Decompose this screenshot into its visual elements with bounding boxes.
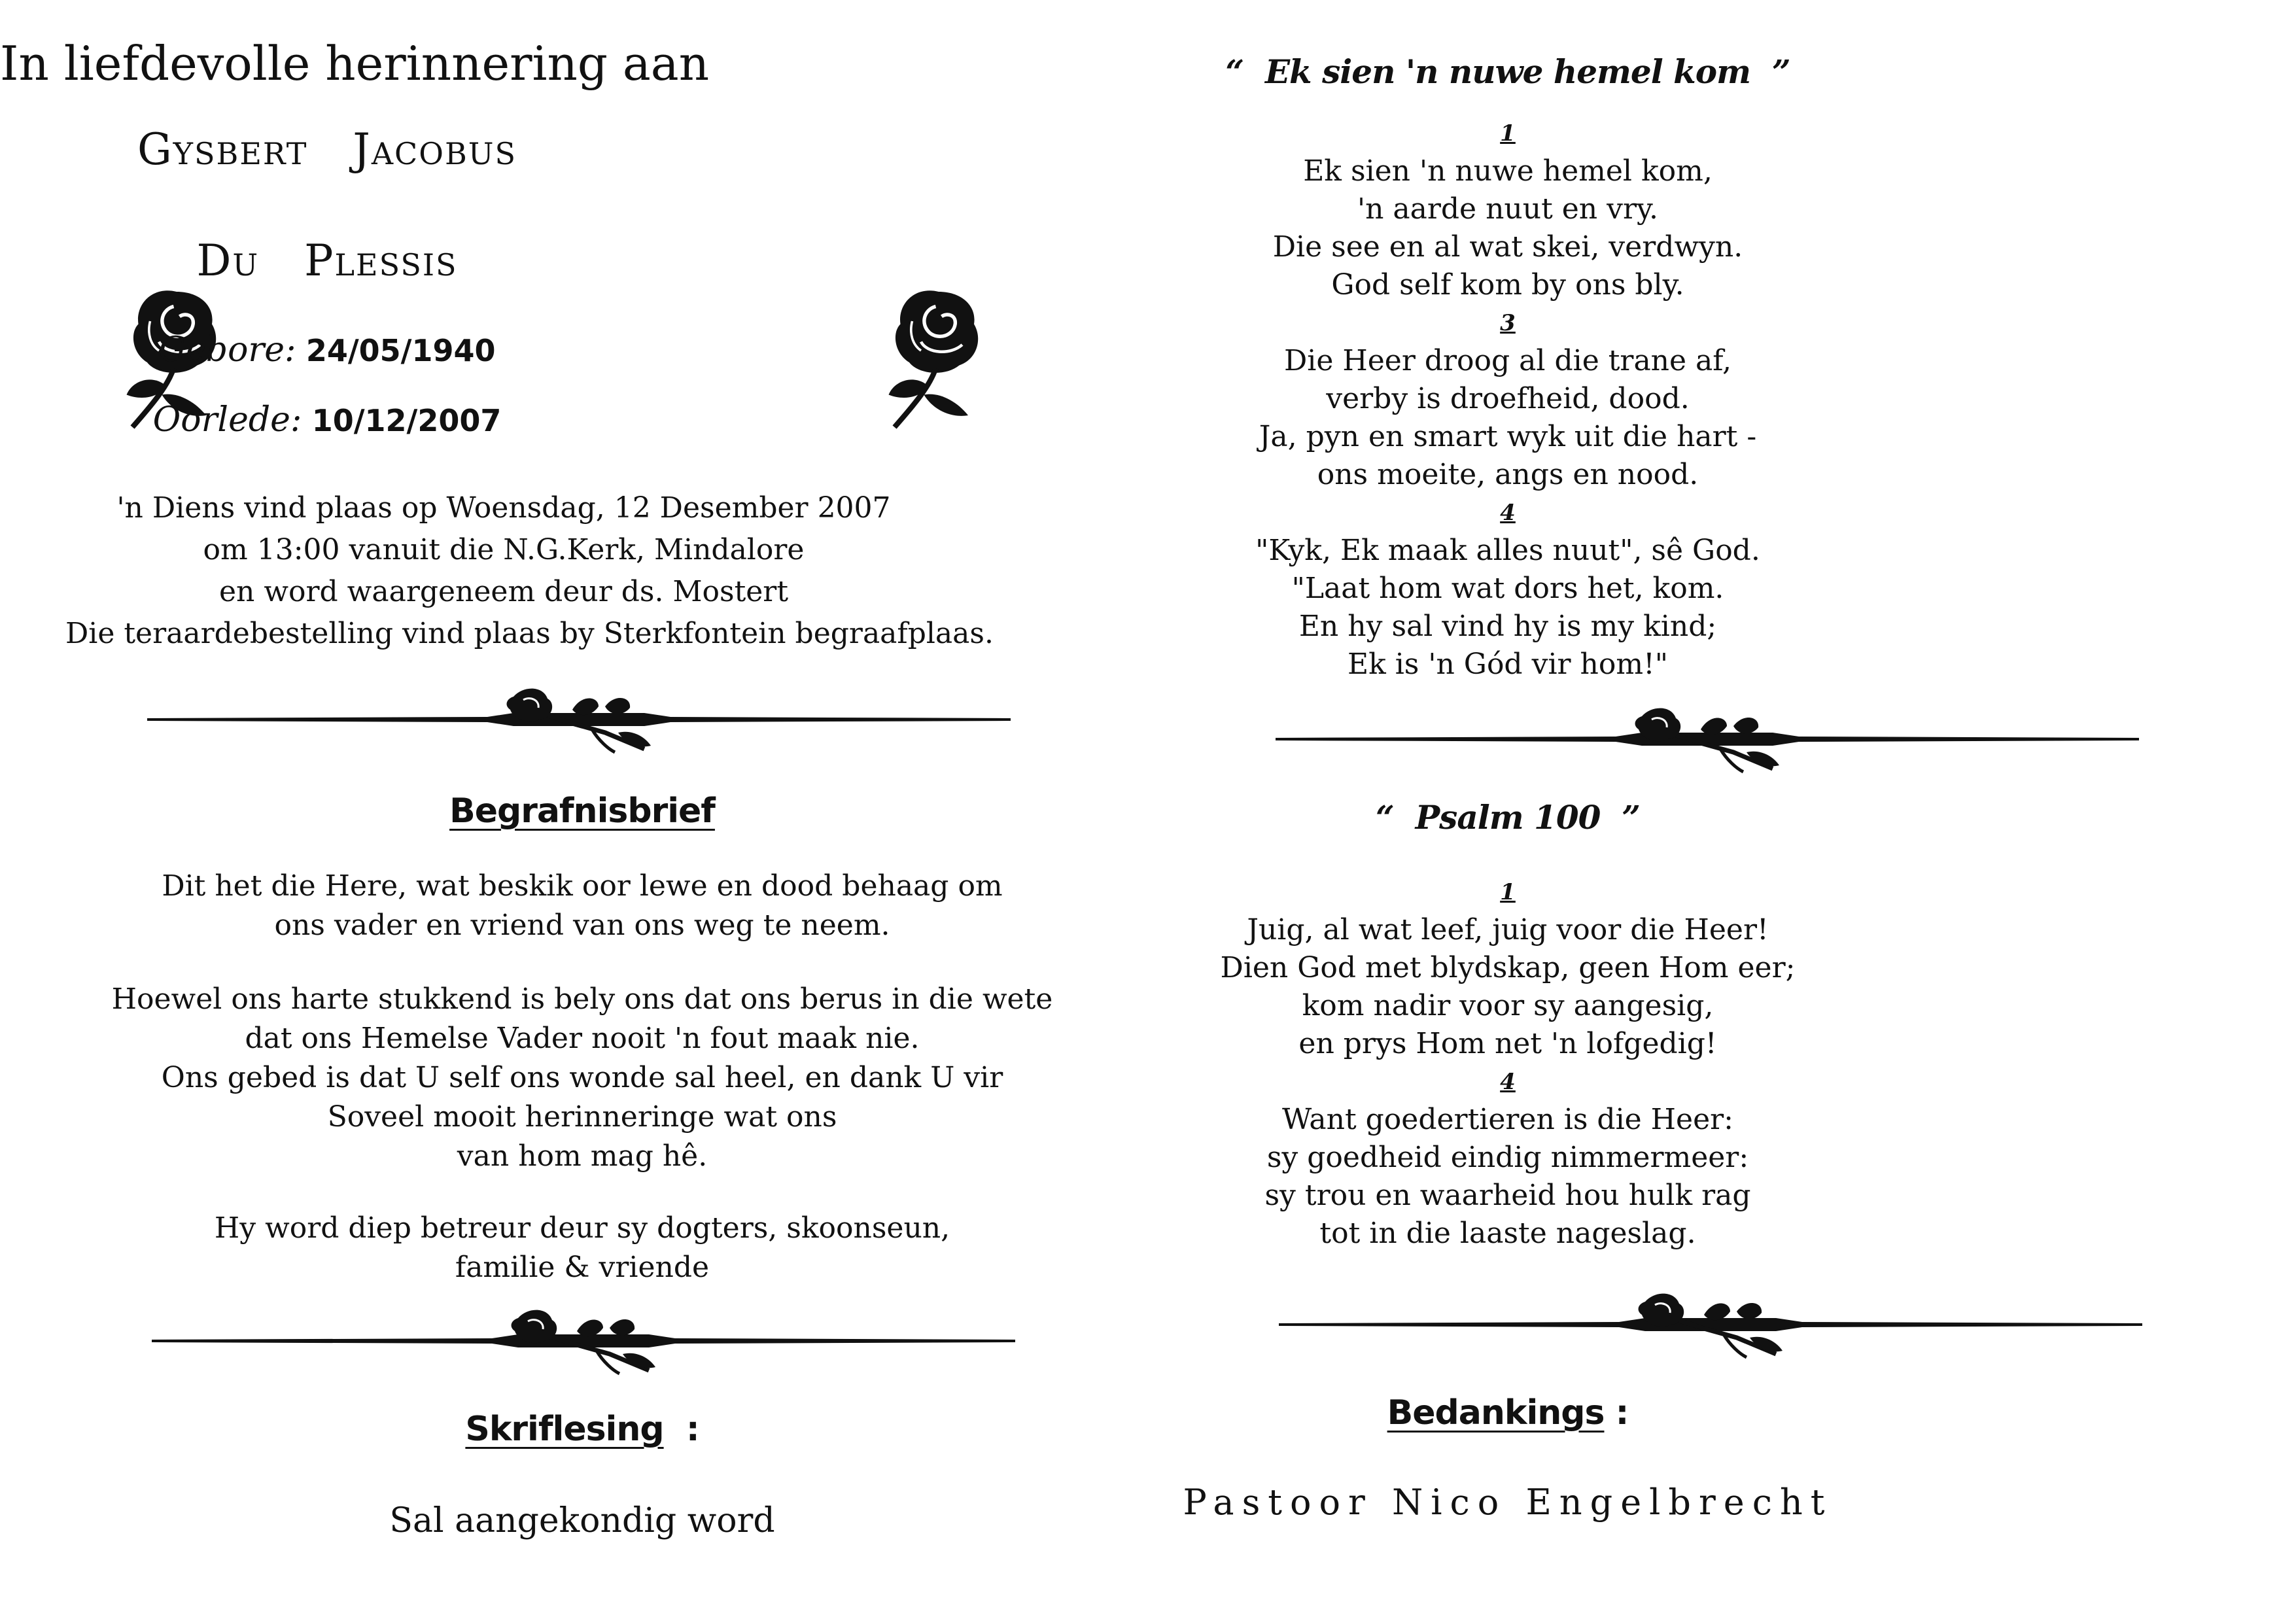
service-details xyxy=(65,487,994,655)
died-value: 10/12/2007 xyxy=(311,403,502,438)
verse-line: Ek is 'n Gód vir hom!" xyxy=(1347,648,1669,681)
letter-paragraph-3 xyxy=(0,1209,1164,1287)
verse-line: Ek sien 'n nuwe hemel kom, xyxy=(1303,154,1713,188)
letter-line: familie & vriende xyxy=(455,1251,710,1284)
verse-line: ons moeite, angs en nood. xyxy=(1317,458,1699,491)
verse-line: Die Heer droog al die trane af, xyxy=(1284,344,1731,377)
letter-line: van hom mag hê. xyxy=(457,1139,708,1173)
deceased-first-names: Gysbert Jacobus xyxy=(137,124,517,175)
hymn-2-title: “ Psalm 100 ” xyxy=(1376,798,1640,837)
verse-line: tot in die laaste nageslag. xyxy=(1319,1217,1696,1250)
thanks-colon: : xyxy=(1615,1393,1629,1433)
service-line: Die teraardebestelling vind plaas by Sterkfontein begraafplaas. xyxy=(65,617,994,650)
letter-line: Dit het die Here, wat beskik oor lewe en dood behaag om xyxy=(162,869,1003,903)
rose-divider xyxy=(147,680,1011,759)
service-line: en word waargeneem deur ds. Mostert xyxy=(218,575,789,608)
verse-line: kom nadir voor sy aangesig, xyxy=(1302,989,1714,1022)
letter-line: Soveel mooit herinneringe wat ons xyxy=(327,1100,837,1134)
born-value: 24/05/1940 xyxy=(305,333,496,368)
birth-date-row xyxy=(0,330,654,370)
verse-number: 1 xyxy=(1500,120,1516,147)
reading-text: Sal aangekondig word xyxy=(389,1501,775,1540)
verse-line: Want goedertieren is die Heer: xyxy=(1282,1103,1733,1136)
verse-line: sy trou en waarheid hou hulk rag xyxy=(1264,1179,1751,1212)
reading-colon: : xyxy=(686,1410,699,1449)
verse-line: sy goedheid eindig nimmermeer: xyxy=(1266,1141,1749,1174)
verse-line: Dien God met blydskap, geen Hom eer; xyxy=(1220,951,1796,984)
rose-icon xyxy=(880,275,998,438)
letter-title: Begrafnisbrief xyxy=(449,791,715,831)
letter-line: dat ons Hemelse Vader nooit 'n fout maak nie. xyxy=(245,1022,920,1055)
right-page xyxy=(1148,0,2296,1598)
verse-line: Juig, al wat leef, juig voor die Heer! xyxy=(1247,913,1769,947)
service-line: om 13:00 vanuit die N.G.Kerk, Mindalore xyxy=(203,533,805,566)
verse-number: 4 xyxy=(1500,1069,1516,1095)
verse-line: verby is droefheid, dood. xyxy=(1326,382,1690,415)
verse-line: en prys Hom net 'n lofgedig! xyxy=(1298,1027,1717,1060)
pastor-name: Pastoor Nico Engelbrecht xyxy=(1183,1482,1833,1523)
letter-paragraph-2 xyxy=(0,980,1164,1176)
died-label: Oorlede: xyxy=(152,400,302,440)
reading-title: Skriflesing : xyxy=(465,1410,699,1449)
letter-line: Hoewel ons harte stukkend is bely ons dat ons berus in die wete xyxy=(111,982,1053,1016)
verse-line: God self kom by ons bly. xyxy=(1331,268,1684,302)
deceased-surname: Du Plessis xyxy=(196,235,458,286)
hymn-1-title: “ Ek sien 'n nuwe hemel kom ” xyxy=(1225,52,1790,91)
verse-line: 'n aarde nuut en vry. xyxy=(1357,192,1659,226)
verse-line: "Laat hom wat dors het, kom. xyxy=(1291,572,1724,605)
service-line: 'n Diens vind plaas op Woensdag, 12 Desember 2007 xyxy=(116,491,891,525)
verse-line: En hy sal vind hy is my kind; xyxy=(1298,610,1717,643)
memorial-heading: In liefdevolle herinnering aan xyxy=(0,36,710,91)
letter-line: Ons gebed is dat U self ons wonde sal heel, en dank U vir xyxy=(161,1061,1003,1094)
letter-line: Hy word diep betreur deur sy dogters, skoonseun, xyxy=(214,1211,950,1245)
rose-divider xyxy=(152,1302,1015,1380)
verse-line: Die see en al wat skei, verdwyn. xyxy=(1272,230,1743,264)
rose-divider xyxy=(1279,1285,2142,1364)
verse-line: Ja, pyn en smart wyk uit die hart - xyxy=(1259,420,1757,453)
rose-divider xyxy=(1276,700,2139,778)
verse-number: 4 xyxy=(1500,500,1516,526)
thanks-title: Bedankings : xyxy=(1387,1393,1629,1433)
hymn-2-verses xyxy=(1148,873,1868,1253)
letter-paragraph-1 xyxy=(0,867,1164,945)
death-date-row xyxy=(0,400,654,440)
born-label: Gebore: xyxy=(158,330,296,370)
verse-line: "Kyk, Ek maak alles nuut", sê God. xyxy=(1255,534,1760,567)
letter-line: ons vader en vriend van ons weg te neem. xyxy=(274,909,890,942)
verse-number: 1 xyxy=(1500,879,1516,905)
hymn-1-verses xyxy=(1148,114,1868,684)
verse-number: 3 xyxy=(1500,310,1516,336)
